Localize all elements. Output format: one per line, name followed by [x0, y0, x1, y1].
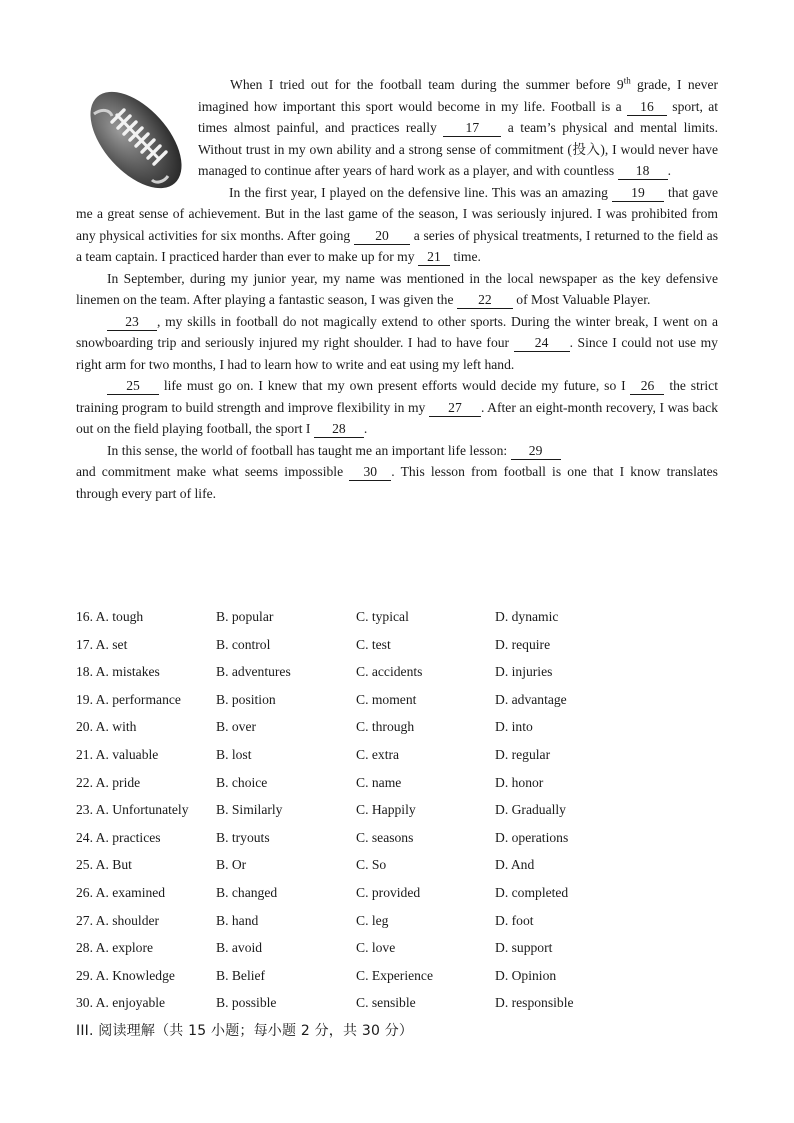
option-b[interactable]: B. over [216, 719, 257, 735]
option-a[interactable]: 29. A. Knowledge [76, 967, 175, 983]
option-c[interactable]: C. love [356, 940, 396, 956]
option-b[interactable]: B. Belief [216, 967, 266, 983]
option-c[interactable]: C. Happily [356, 802, 416, 818]
option-c[interactable]: C. test [356, 636, 391, 652]
option-a[interactable]: 16. A. tough [76, 609, 144, 624]
option-c[interactable]: C. provided [356, 884, 421, 900]
option-d[interactable]: D. Gradually [495, 802, 566, 818]
option-row-27 [76, 910, 716, 938]
option-a[interactable]: 26. A. examined [76, 884, 166, 900]
option-b[interactable]: B. possible [216, 995, 277, 1011]
option-row-26 [76, 882, 716, 910]
option-a[interactable]: 23. A. Unfortunately [76, 802, 189, 818]
option-d[interactable]: D. operations [495, 829, 569, 845]
option-c[interactable]: C. seasons [356, 829, 414, 845]
p2-text-a: In the first year, I played on the defensive line. This was an amazing [229, 184, 612, 200]
option-c[interactable]: C. accidents [356, 664, 423, 680]
cloze-passage [76, 74, 718, 504]
p3-text-a: In September, during my junior year, my name was mentioned in the local newspaper as the key defensive linemen on the team. After playing a fantastic season, I was given the [76, 270, 718, 307]
paragraph-6-cont [76, 461, 718, 504]
blank-28: 28 [314, 420, 364, 438]
blank-22: 22 [457, 291, 513, 309]
option-c[interactable]: C. Experience [356, 967, 433, 983]
option-b[interactable]: B. avoid [216, 940, 263, 956]
option-c[interactable]: C. extra [356, 746, 400, 762]
p6-text-a: In this sense, the world of football has taught me an important life lesson: [107, 442, 511, 458]
option-b[interactable]: B. popular [216, 609, 274, 624]
blank-30: 30 [349, 463, 391, 481]
blank-26: 26 [630, 377, 664, 395]
option-d[interactable]: D. injuries [495, 664, 553, 680]
answer-options [76, 606, 716, 1020]
option-a[interactable]: 30. A. enjoyable [76, 995, 166, 1011]
option-c[interactable]: C. sensible [356, 995, 416, 1011]
blank-20: 20 [354, 227, 410, 245]
blank-19: 19 [612, 184, 664, 202]
option-d[interactable]: D. support [495, 940, 553, 956]
option-row-30 [76, 992, 716, 1020]
p4-text-b: . Since I could not use my right arm for two months, I had to learn how to write and eat using my left hand. [76, 335, 718, 372]
option-a[interactable]: 24. A. practices [76, 829, 161, 845]
option-b[interactable]: B. Or [216, 857, 247, 873]
blank-18: 18 [618, 162, 668, 180]
blank-21: 21 [418, 248, 450, 266]
paragraph-3 [76, 268, 718, 311]
option-row-22 [76, 772, 716, 800]
blank-23: 23 [107, 313, 157, 331]
option-b[interactable]: B. tryouts [216, 829, 270, 845]
option-d[interactable]: D. completed [495, 884, 569, 900]
option-d[interactable]: D. responsible [495, 995, 574, 1011]
option-a[interactable]: 27. A. shoulder [76, 912, 160, 928]
p1-text-b: grade, I never imagined how important this sport would become in my life. Football is a [198, 77, 719, 114]
option-b[interactable]: B. control [216, 636, 271, 652]
p6-text-c: . This lesson from football is one that I know translates through every part of life. [76, 464, 718, 501]
option-row-21 [76, 744, 716, 772]
p3-text-b: of Most Valuable Player. [512, 292, 651, 307]
option-b[interactable]: B. Similarly [216, 802, 283, 818]
option-row-17 [76, 634, 716, 662]
p2-text-b: that gave me a great sense of achievement. But in the last game of the season, I was seriously injured. I was prohibited from any physical activities for six months. After going [76, 184, 718, 243]
option-a[interactable]: 25. A. But [76, 857, 132, 873]
blank-29: 29 [511, 442, 561, 460]
option-row-19 [76, 689, 716, 717]
option-a[interactable]: 17. A. set [76, 636, 128, 652]
option-d[interactable]: D. honor [495, 774, 544, 790]
option-c[interactable]: C. leg [356, 912, 389, 928]
option-d[interactable]: D. dynamic [495, 609, 559, 624]
option-d[interactable]: D. foot [495, 912, 534, 928]
option-a[interactable]: 20. A. with [76, 719, 137, 735]
p2-text-c: a series of physical treatments, I returned to the field as a team captain. I practiced harder than ever to make up for my [76, 227, 718, 264]
option-b[interactable]: B. position [216, 691, 276, 707]
option-a[interactable]: 28. A. explore [76, 940, 154, 956]
option-row-29 [76, 965, 716, 993]
option-b[interactable]: B. changed [216, 884, 278, 900]
section-heading: III. 阅读理解（共 15 小题；每小题 2 分，共 30 分） [76, 1023, 414, 1039]
blank-27: 27 [429, 399, 481, 417]
p1-text-d: a team’s physical and mental limits. Without trust in my own ability and a strong sense of commitment (投入), I would never have managed to continue after years of hard work as a player, and with countless [198, 120, 718, 178]
option-a[interactable]: 19. A. performance [76, 691, 181, 707]
p5-text-c: . After an eight-month recovery, I was back out on the field playing football, the sport I [76, 399, 718, 436]
superscript-th: th [623, 75, 631, 86]
option-d[interactable]: D. regular [495, 746, 551, 762]
p1-text-a: When I tried out for the football team during the summer before 9 [230, 77, 624, 92]
option-d[interactable]: D. Opinion [495, 967, 557, 983]
option-b[interactable]: B. adventures [216, 664, 291, 680]
p5-text-b: the strict training program to build strength and improve flexibility in my [76, 378, 718, 415]
p5-text-d: . [363, 421, 368, 436]
option-b[interactable]: B. hand [216, 912, 259, 928]
option-row-25 [76, 854, 716, 882]
p1-text-e: . [667, 163, 671, 178]
option-row-20 [76, 716, 716, 744]
option-a[interactable]: 22. A. pride [76, 774, 141, 790]
blank-17: 17 [443, 119, 501, 137]
paragraph-4 [76, 311, 718, 376]
option-d[interactable]: D. require [495, 636, 551, 652]
paragraph-5 [76, 375, 718, 440]
option-c[interactable]: C. name [356, 774, 402, 790]
option-b[interactable]: B. lost [216, 746, 252, 762]
option-c[interactable]: C. through [356, 719, 415, 735]
option-a[interactable]: 21. A. valuable [76, 746, 159, 762]
p6-text-b: and commitment make what seems impossible [76, 464, 350, 479]
option-b[interactable]: B. choice [216, 774, 268, 790]
p1-text-c: sport, at times almost painful, and practices really [198, 98, 719, 135]
football-image [80, 80, 190, 198]
option-row-23 [76, 799, 716, 827]
option-c[interactable]: C. moment [356, 691, 417, 707]
paragraph-6 [76, 440, 718, 462]
option-d[interactable]: D. And [495, 857, 535, 873]
p2-text-d: time. [449, 249, 481, 264]
p4-text-a: , my skills in football do not magically extend to other sports. During the winter break, I went on a snowboarding trip and seriously injured my right shoulder. I had to have four [76, 313, 718, 350]
option-d[interactable]: D. advantage [495, 691, 567, 707]
blank-24: 24 [514, 334, 570, 352]
option-d[interactable]: D. into [495, 719, 533, 735]
option-c[interactable]: C. typical [356, 609, 409, 624]
option-row-18 [76, 661, 716, 689]
option-row-16 [76, 606, 716, 634]
option-row-24 [76, 827, 716, 855]
option-row-28 [76, 937, 716, 965]
option-a[interactable]: 18. A. mistakes [76, 664, 160, 680]
option-c[interactable]: C. So [356, 857, 387, 873]
blank-16: 16 [627, 98, 667, 116]
blank-25: 25 [107, 377, 159, 395]
p5-text-a: life must go on. I knew that my own present efforts would decide my future, so I [159, 378, 631, 393]
